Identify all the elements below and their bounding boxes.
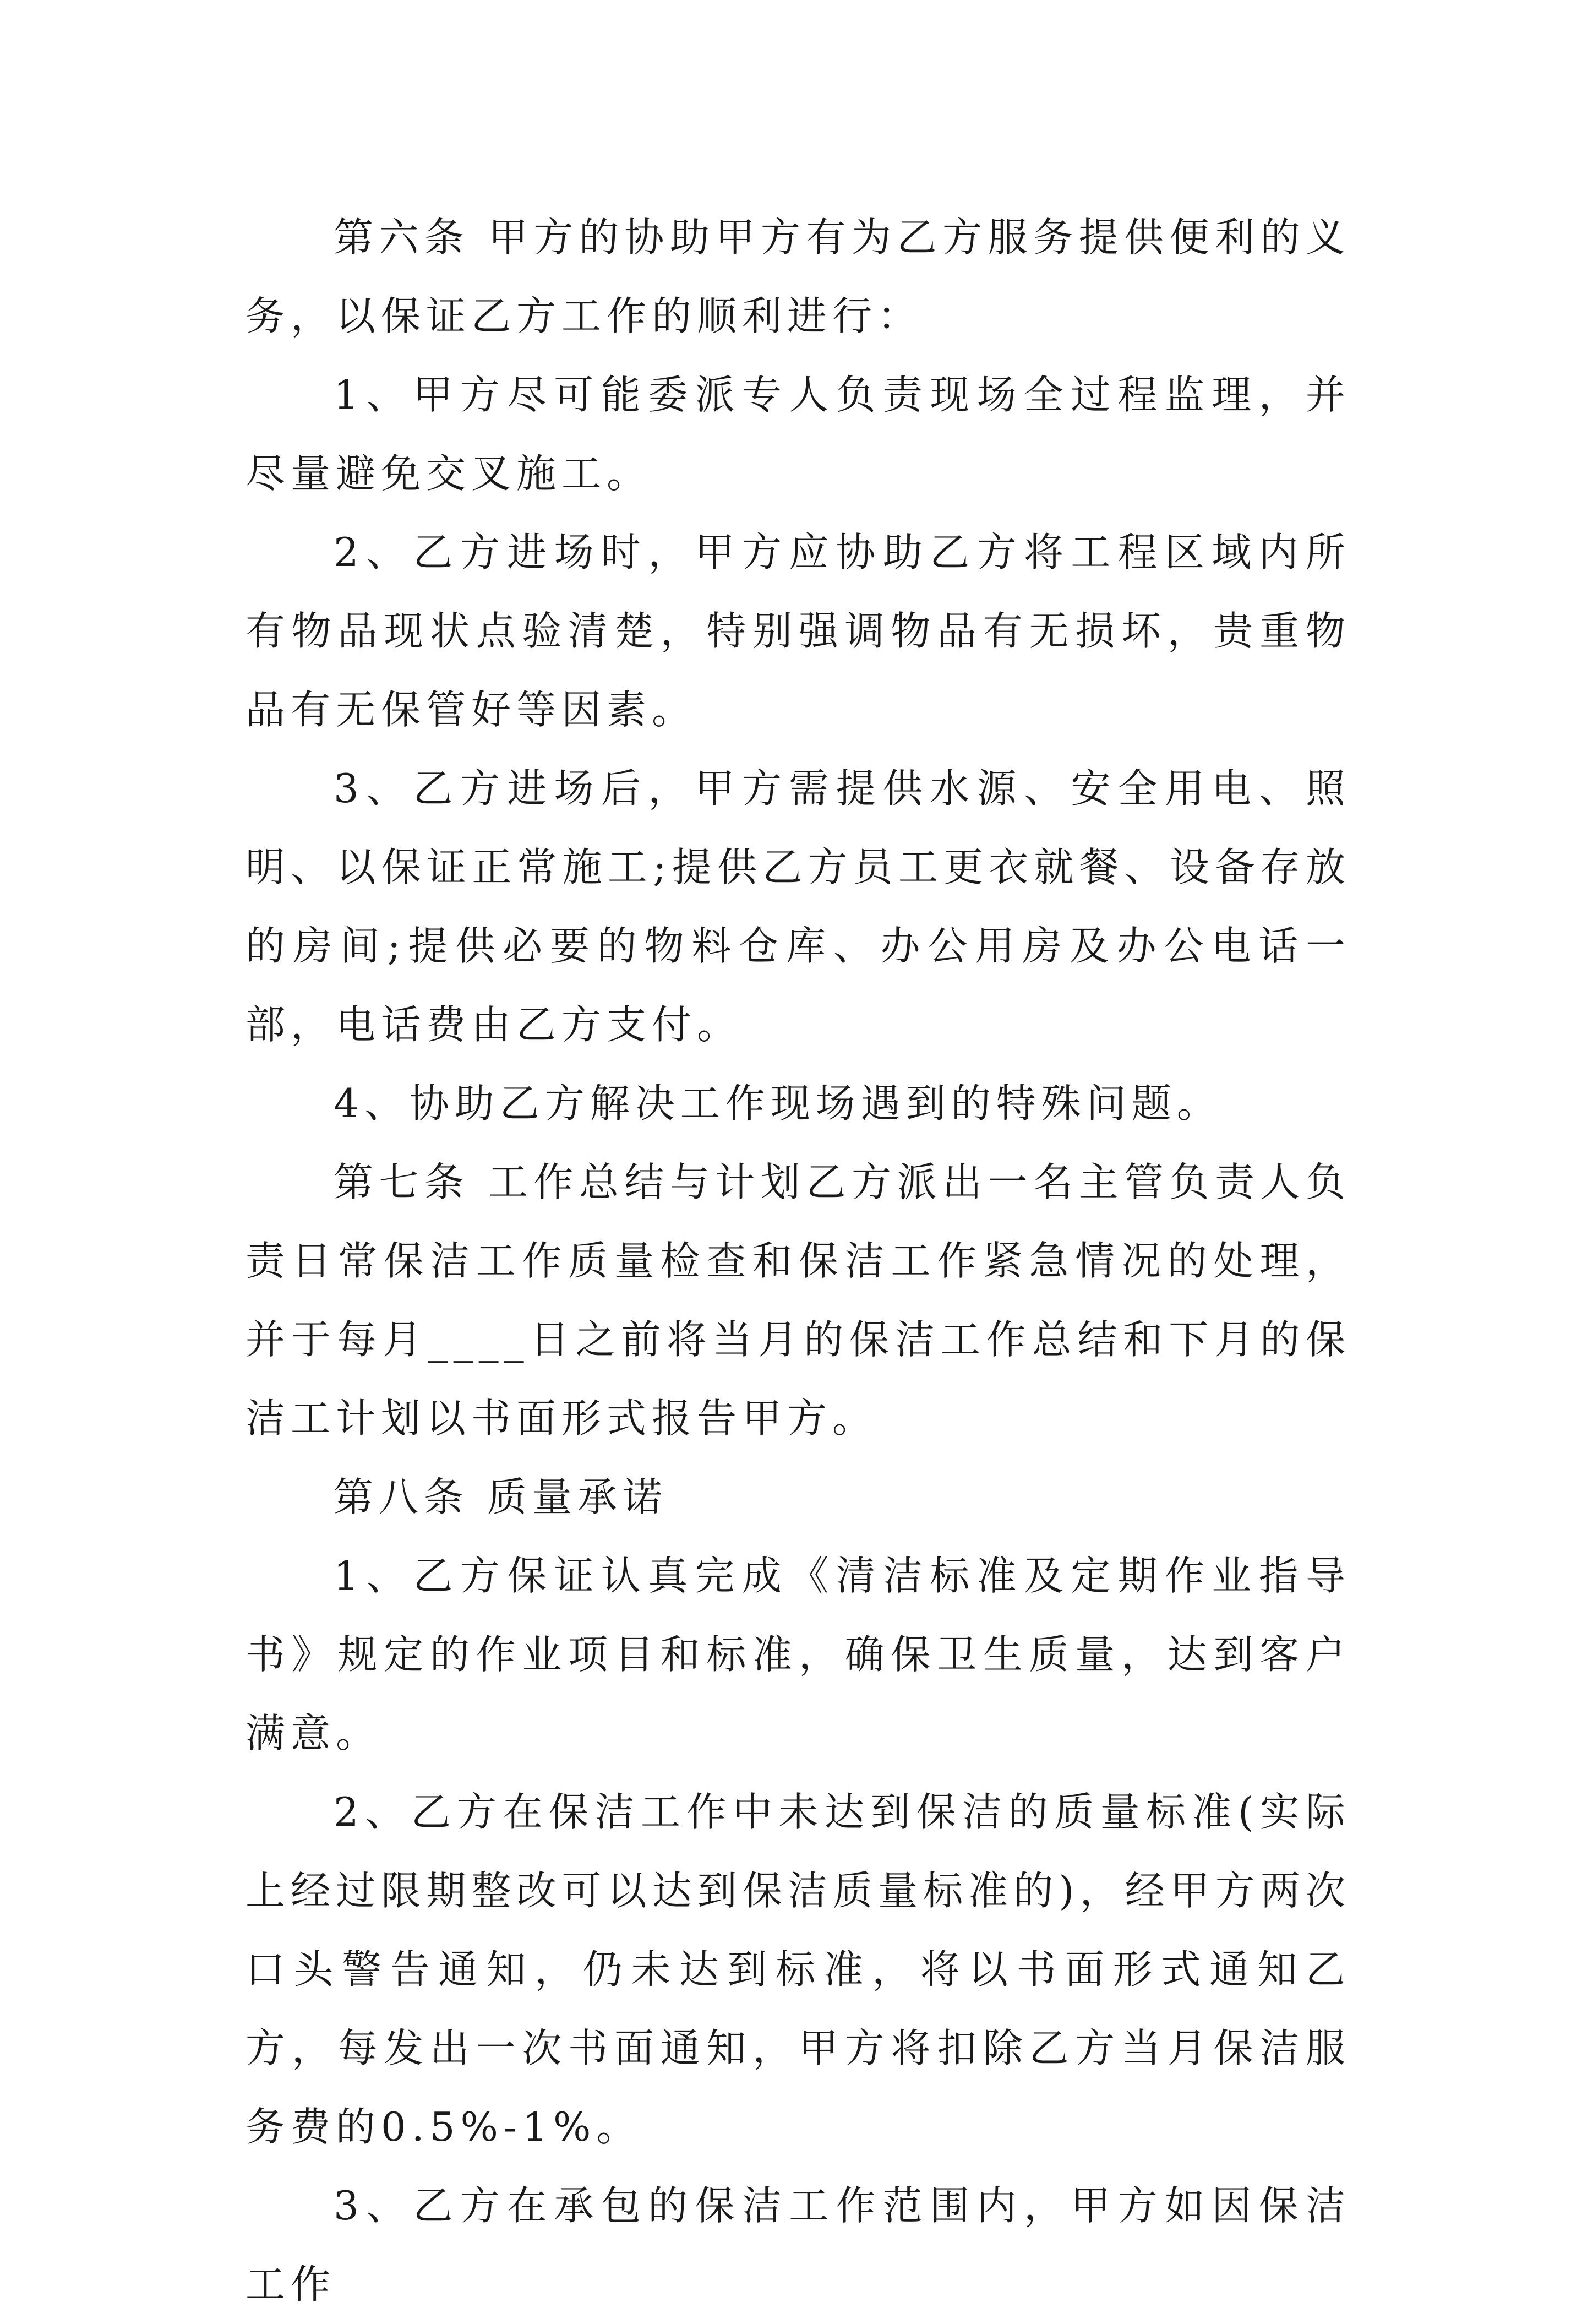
paragraph-quality-3: 3、乙方在承包的保洁工作范围内，甲方如因保洁工作	[246, 2183, 1351, 2307]
paragraph-item-2: 2、乙方进场时，甲方应协助乙方将工程区域内所有物品现状点验清楚，特别强调物品有无损坏，贵重物品有无保管好等因素。	[246, 529, 1351, 733]
document-body	[246, 198, 1351, 2324]
paragraph-quality-2: 2、乙方在保洁工作中未达到保洁的质量标准(实际上经过限期整改可以达到保洁质量标准的)，经甲方两次口头警告通知，仍未达到标准，将以书面形式通知乙方，每发出一次书面通知，甲方将扣除乙方当月保洁服务费的0.5%-1%。	[246, 1789, 1351, 2150]
paragraph-item-4: 4、协助乙方解决工作现场遇到的特殊问题。	[334, 1080, 1222, 1126]
paragraph-article-7: 第七条 工作总结与计划乙方派出一名主管负责人负责日常保洁工作质量检查和保洁工作紧急情况的处理，并于每月____日之前将当月的保洁工作总结和下月的保洁工计划以书面形式报告甲方。	[246, 1159, 1351, 1441]
paragraph-article-6: 第六条 甲方的协助甲方有为乙方服务提供便利的义务，以保证乙方工作的顺利进行：	[246, 214, 1351, 339]
paragraph-item-1: 1、甲方尽可能委派专人负责现场全过程监理，并尽量避免交叉施工。	[246, 372, 1351, 497]
paragraph-article-8-heading: 第八条 质量承诺	[334, 1474, 668, 1520]
paragraph-item-3: 3、乙方进场后，甲方需提供水源、安全用电、照明、以保证正常施工;提供乙方员工更衣就餐、设备存放的房间;提供必要的物料仓库、办公用房及办公电话一部，电话费由乙方支付。	[246, 765, 1351, 1048]
paragraph-quality-1: 1、乙方保证认真完成《清洁标准及定期作业指导书》规定的作业项目和标准，确保卫生质量，达到客户满意。	[246, 1553, 1351, 1756]
